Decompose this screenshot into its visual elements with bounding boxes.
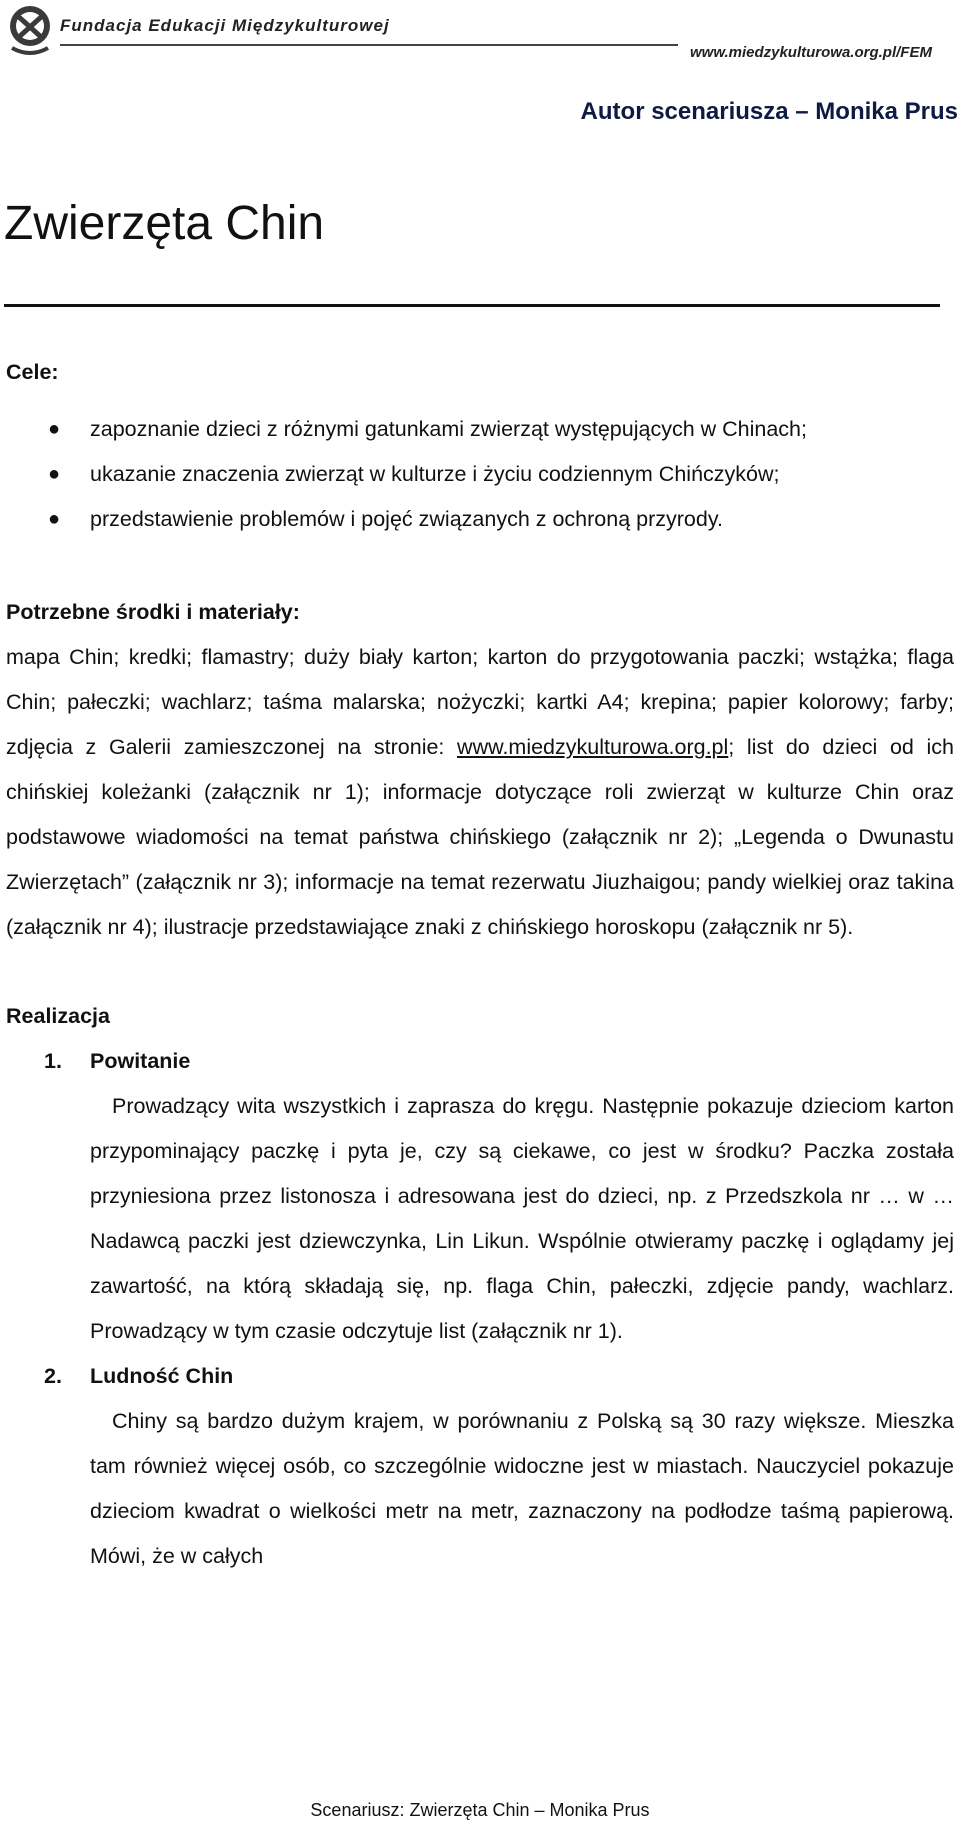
- organization-url: www.miedzykulturowa.org.pl/FEM: [690, 44, 932, 61]
- step-title: 2. Ludność Chin: [44, 1364, 234, 1388]
- page-footer: Scenariusz: Zwierzęta Chin – Monika Prus: [310, 1800, 650, 1820]
- goal-item: ● przedstawienie problemów i pojęć związanych z ochroną przyrody.: [6, 497, 954, 542]
- step-item: [6, 1354, 954, 1579]
- realization-heading: Realizacja: [6, 1004, 110, 1028]
- bullet-icon: ●: [48, 418, 61, 440]
- organization-name: Fundacja Edukacji Międzykulturowej: [60, 16, 390, 35]
- materials-text: mapa Chin; kredki; flamastry; duży biały karton; karton do przygotowania paczki; wstążka; flaga Chin; pałeczki; wachlarz; taśma malarska; nożyczki; kartki A4; krepina; papier kolorowy; farby; zdjęcia z Galerii zamieszczonej na stronie: www.miedzykulturowa.org.pl; list do dzieci od ich chińskiej koleżanki (załącznik nr 1); informacje dotyczące roli zwierząt w kulturze Chin oraz podstawowe wiadomości na temat państwa chińskiego (załącznik nr 2); „Legenda o Dwunastu Zwierzętach” (załącznik nr 3); informacje na temat rezerwatu Jiuzhaigou; pandy wielkiej oraz takina (załącznik nr 4); ilustracje przedstawiające znaki z chińskiego horoskopu (załącznik nr 5).: [6, 645, 955, 939]
- step-body: Chiny są bardzo dużym krajem, w porównaniu z Polską są 30 razy większe. Mieszka tam również więcej osób, co szczególnie widoczne jest w miastach. Nauczyciel pokazuje dzieciom kwadrat o wielkości metr na metr, zaznaczony na podłodze taśmą papierową. Mówi, że w całych: [90, 1409, 954, 1568]
- goal-item: ● zapoznanie dzieci z różnymi gatunkami zwierząt występujących w Chinach;: [6, 407, 954, 452]
- realization-steps: [6, 1039, 954, 1579]
- page-header: [0, 0, 960, 70]
- page-title: Zwierzęta Chin: [4, 197, 325, 250]
- materials-link[interactable]: www.miedzykulturowa.org.pl: [457, 735, 729, 759]
- step-title: 1. Powitanie: [44, 1049, 191, 1073]
- materials-heading: Potrzebne środki i materiały:: [6, 600, 300, 624]
- step-body: Prowadzący wita wszystkich i zaprasza do kręgu. Następnie pokazuje dzieciom karton przypominający paczkę i pyta je, czy są ciekawe, co jest w środku? Paczka została przyniesiona przez listonosza i adresowana jest do dzieci, np. z Przedszkola nr … w … Nadawcą paczki jest dziewczynka, Lin Likun. Wspólnie otwieramy paczkę i oglądamy jej zawartość, na którą składają się, np. flaga Chin, pałeczki, zdjęcie pandy, wachlarz. Prowadzący w tym czasie odczytuje list (załącznik nr 1).: [90, 1094, 954, 1343]
- document-body: [6, 350, 954, 1579]
- goal-item: ● ukazanie znaczenia zwierząt w kulturze i życiu codziennym Chińczyków;: [6, 452, 954, 497]
- scenario-author: Autor scenariusza – Monika Prus: [580, 98, 958, 125]
- bullet-icon: ●: [48, 463, 61, 485]
- goals-heading: Cele:: [6, 360, 59, 384]
- step-item: [6, 1039, 954, 1354]
- title-divider: [4, 304, 940, 307]
- bullet-icon: ●: [48, 508, 61, 530]
- foundation-logo-icon: [6, 2, 54, 60]
- goals-list: [6, 407, 954, 542]
- header-divider: [60, 44, 678, 46]
